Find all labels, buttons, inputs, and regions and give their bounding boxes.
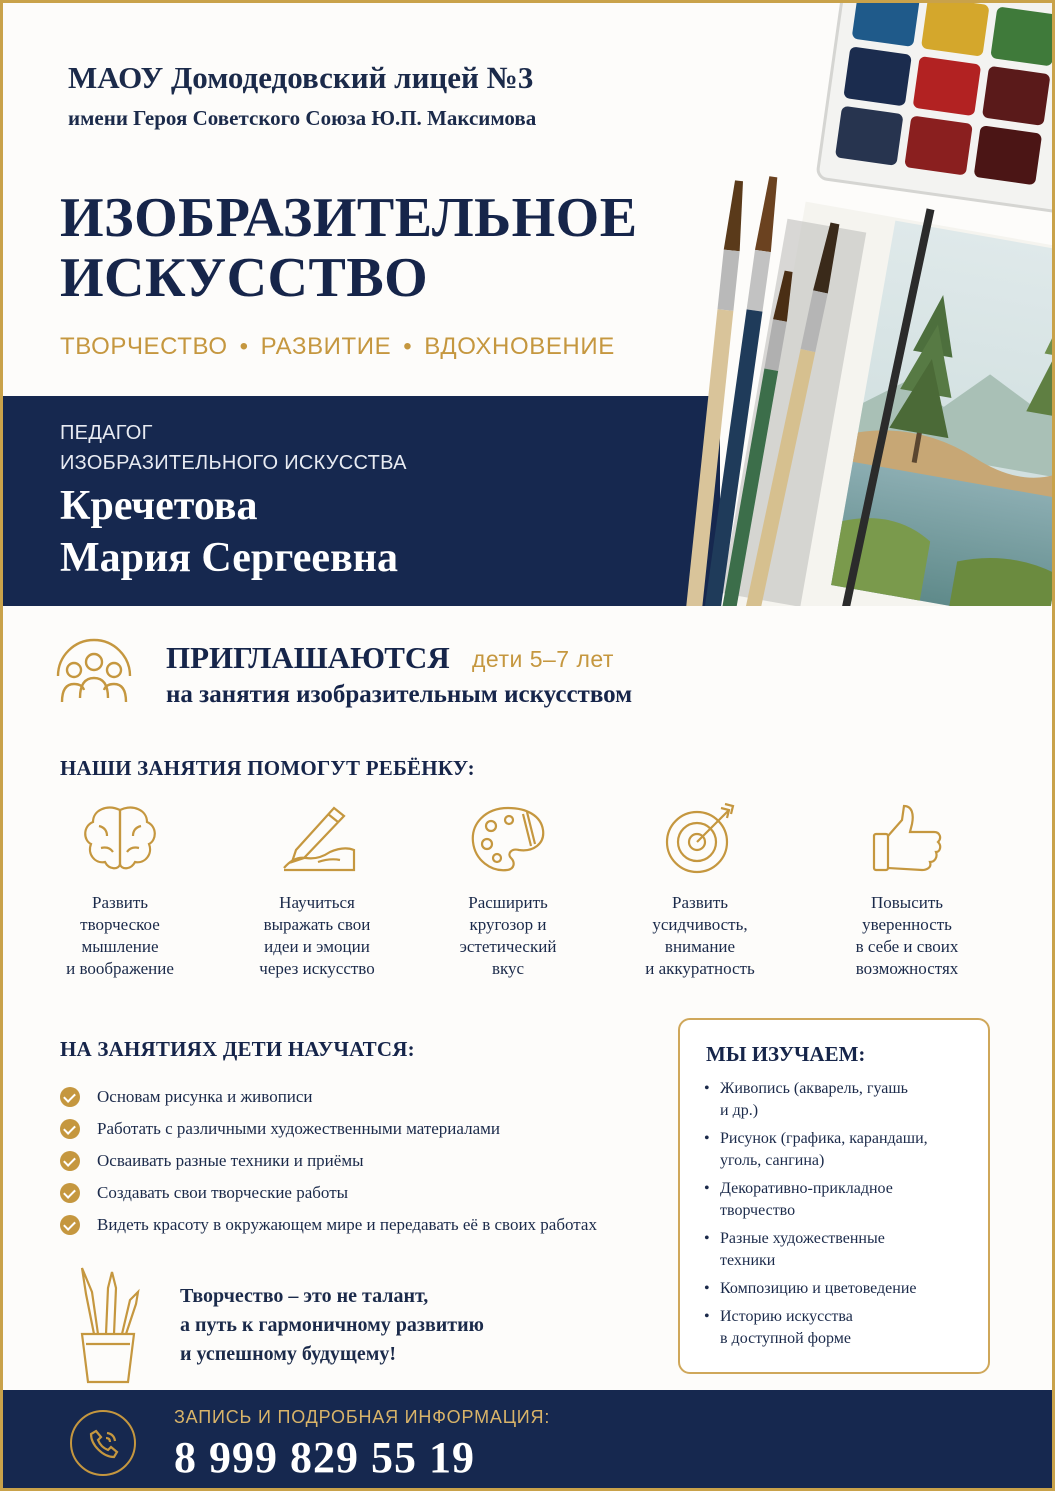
check-icon [60, 1119, 80, 1139]
check-icon [60, 1215, 80, 1235]
learn-list [60, 1081, 670, 1241]
benefit-text: идеи и эмоции [264, 937, 370, 956]
group-icon [52, 632, 136, 708]
benefit-text: возможностях [855, 959, 959, 978]
benefit-text: творческое [80, 915, 160, 934]
title-line-1: ИЗОБРАЗИТЕЛЬНОЕ [60, 187, 638, 249]
contact-label: ЗАПИСЬ И ПОДРОБНАЯ ИНФОРМАЦИЯ: [174, 1407, 551, 1427]
benefit-text: уверенность [862, 915, 952, 934]
list-item-text: • Разные художественные [720, 1230, 885, 1247]
tagline-word: ТВОРЧЕСТВО [60, 333, 228, 360]
list-item [60, 1209, 670, 1241]
quote-line: Творчество – это не талант, [180, 1285, 429, 1307]
teacher-role-line: ИЗОБРАЗИТЕЛЬНОГО ИСКУССТВА [60, 452, 407, 474]
benefit-text: мышление [81, 937, 159, 956]
list-item [704, 1278, 974, 1300]
benefit-text: и аккуратность [645, 959, 755, 978]
list-item [60, 1177, 670, 1209]
teacher-surname: Кречетова [60, 483, 258, 529]
benefit-text: вкус [491, 959, 525, 978]
list-item [704, 1078, 974, 1122]
org-subtitle: имени Героя Советского Союза Ю.П. Максимова [68, 106, 537, 130]
art-supplies-illustration [650, 0, 1055, 606]
benefit-text: Повысить [870, 893, 944, 912]
teacher-role [60, 418, 407, 478]
list-item [704, 1128, 974, 1172]
tagline [60, 333, 615, 361]
benefit-text: внимание [664, 937, 736, 956]
brushes-cup-icon [72, 1264, 144, 1388]
phone-icon [88, 1428, 120, 1460]
list-item-text: • Рисунок (графика, карандаши, [720, 1130, 928, 1147]
page-title [60, 188, 680, 308]
benefit-text: Развить [91, 893, 149, 912]
list-item-text: уголь, сангина) [720, 1152, 825, 1169]
invite-subheading: на занятия изобразительным искусством [166, 681, 633, 708]
hand-pencil-icon [274, 800, 360, 878]
list-item [704, 1306, 974, 1350]
list-item [704, 1178, 974, 1222]
benefit-text: эстетический [459, 937, 557, 956]
invite-age: дети 5–7 лет [472, 646, 614, 672]
list-item-text: • Историю искусства [720, 1308, 853, 1325]
list-item-text: • Декоративно-прикладное [720, 1180, 893, 1197]
list-item-text: Работать с различными художественными материалами [97, 1119, 500, 1138]
benefit-item [25, 800, 215, 980]
study-box [678, 1018, 990, 1374]
brain-icon [77, 800, 163, 878]
benefit-text: и воображение [66, 959, 174, 978]
benefit-item [222, 800, 412, 980]
teacher-role-line: ПЕДАГОГ [60, 422, 153, 444]
list-item-text: Создавать свои творческие работы [97, 1183, 349, 1202]
benefit-text: усидчивость, [652, 915, 748, 934]
list-item-text: • Композицию и цветоведение [720, 1280, 917, 1297]
learn-heading: НА ЗАНЯТИЯХ ДЕТИ НАУЧАТСЯ: [60, 1037, 415, 1061]
motto-quote [180, 1282, 484, 1369]
study-heading: МЫ ИЗУЧАЕМ: [706, 1042, 866, 1066]
benefit-text: выражать свои [263, 915, 371, 934]
list-item [60, 1113, 670, 1145]
benefit-item [605, 800, 795, 980]
invite-heading: ПРИГЛАШАЮТСЯ [166, 640, 450, 675]
list-item [704, 1228, 974, 1272]
list-item-text: Осваивать разные техники и приёмы [97, 1151, 364, 1170]
title-line-2: ИСКУССТВО [60, 247, 429, 309]
check-icon [60, 1183, 80, 1203]
quote-line: а путь к гармоничному развитию [180, 1314, 484, 1336]
phone-icon-circle[interactable] [70, 1410, 136, 1476]
footer-band [0, 1390, 1055, 1491]
list-item-text: в доступной форме [720, 1330, 852, 1347]
list-item [60, 1145, 670, 1177]
paint-palette [817, 0, 1055, 214]
thumbs-up-icon [864, 800, 950, 878]
list-item-text: творчество [720, 1202, 796, 1219]
list-item-text: Основам рисунка и живописи [97, 1087, 313, 1106]
teacher-name [60, 480, 398, 584]
quote-line: и успешному будущему! [180, 1343, 396, 1365]
list-item-text: Видеть красоту в окружающем мире и передавать её в своих работах [97, 1215, 597, 1234]
tagline-word: ВДОХНОВЕНИЕ [424, 333, 615, 360]
target-icon [657, 800, 743, 878]
list-item-text: • Живопись (акварель, гуашь [720, 1080, 908, 1097]
bullet-separator: • [239, 333, 249, 360]
benefit-text: через искусство [259, 959, 375, 978]
benefit-text: в себе и своих [855, 937, 959, 956]
phone-number[interactable]: 8 999 829 55 19 [174, 1433, 475, 1482]
check-icon [60, 1087, 80, 1107]
benefit-text: кругозор и [469, 915, 547, 934]
benefit-item [812, 800, 1002, 980]
study-list [704, 1078, 974, 1356]
list-item [60, 1081, 670, 1113]
benefits-heading: НАШИ ЗАНЯТИЯ ПОМОГУТ РЕБЁНКУ: [60, 756, 475, 780]
list-item-text: и др.) [720, 1102, 759, 1119]
org-name: МАОУ Домодедовский лицей №3 [68, 60, 534, 95]
benefit-text: Расширить [468, 893, 548, 912]
benefit-text: Научиться [279, 893, 355, 912]
benefit-item [413, 800, 603, 980]
bullet-separator: • [403, 333, 413, 360]
benefit-text: Развить [671, 893, 729, 912]
check-icon [60, 1151, 80, 1171]
tagline-word: РАЗВИТИЕ [260, 333, 392, 360]
list-item-text: техники [720, 1252, 776, 1269]
teacher-given-name: Мария Сергеевна [60, 535, 398, 581]
palette-icon [465, 800, 551, 878]
